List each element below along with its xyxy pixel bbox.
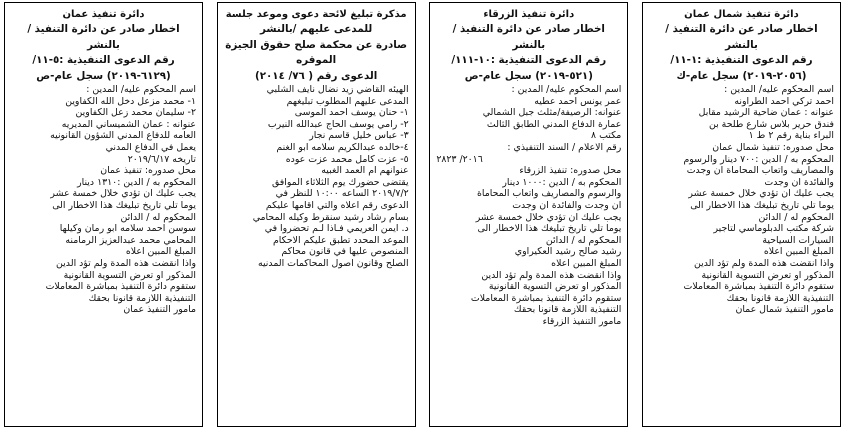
notice-line: المحكوم له / الدائن <box>758 211 834 223</box>
notice-line: يجب عليك ان تؤدي خلال خمسة عشر <box>475 211 622 223</box>
notice-line: الموعد المحدد تطبق عليكم الاحكام <box>272 234 409 246</box>
notice-zarqa <box>429 2 628 427</box>
notice-case-number: رقم الدعوى التنفيذية :٥-١١/ <box>32 54 175 66</box>
notice-line: السيارات السياحية <box>762 234 834 246</box>
notice-signature: مامور التنفيذ الزرقاء <box>542 315 622 327</box>
notice-line: ٤-خالده عبدالكريم سلامه ابو الغنم <box>276 141 409 153</box>
notice-line: اسم المحكوم عليه/ المدين : <box>724 84 834 95</box>
notice-line: المحامي محمد عبدالعزيز الرمامنه <box>65 234 196 246</box>
notice-register: (٢٠٥٦-٢٠١٩) سجل عام-ك <box>676 69 807 82</box>
notice-head: دائرة تنفيذ شمال عمان <box>684 9 799 20</box>
notice-line: واذا انقضت هذه المدة ولم تؤد الدين <box>481 269 622 281</box>
notice-signature: مامور التنفيذ عمان <box>123 304 196 316</box>
notice-head: مذكرة تبليغ لائحة دعوى وموعد جلسة <box>225 9 407 20</box>
notice-line: تاريخه ٢٠١٩/٦/١٧ <box>127 153 196 165</box>
notice-line: والفائدة ان وجدت <box>764 176 834 188</box>
notice-line: ١- حنان يوسف احمد الموسى <box>294 107 409 119</box>
notice-line: سوسن احمد سلامه ابو رمان وكيلها <box>59 223 196 235</box>
notice-line: عمارة الدفاع المدني الطابق الثالث <box>486 118 622 130</box>
notice-line: المدعى عليهم المطلوب تبليغهم <box>286 95 409 107</box>
notice-line: ١- محمد مزعل دخل الله الكفاوين <box>65 95 196 107</box>
notice-line: بسام رشاد رشيد سنقرط وكيله المحامي <box>252 211 409 223</box>
notice-line: المبلغ المبين اعلاه <box>551 257 622 269</box>
notice-register: (٦١٢٩-٢٠١٩) سجل عام-ص <box>36 69 171 82</box>
notice-line: عنوانهم ام العمد الغبيه <box>321 165 409 177</box>
notice-line: فندق حرير بلاس شارع طلحة بن <box>708 118 834 130</box>
notice-line: رشيد صالح رشيد العكيراوي <box>514 246 622 258</box>
notice-line: ٥- عزت كامل محمد عزت عوده <box>285 153 409 165</box>
notice-line: المذكور او تعرض التسوية القانونية <box>488 281 622 293</box>
notice-line: يقتضى حضورك يوم الثلاثاء الموافق <box>271 176 409 188</box>
notice-line: المحكوم له / الدائن <box>120 211 196 223</box>
notice-line: محل صدوره: تنفيذ الزرقاء <box>519 165 622 177</box>
notice-line: ستقوم دائرة التنفيذ بمباشرة المعاملات <box>45 281 196 293</box>
notice-line: الدعوى رقم اعلاه والتي اقامها عليكم <box>265 199 409 211</box>
notice-line: المبلغ المبين اعلاه <box>763 246 834 258</box>
notice-line: المذكور او تعرض التسوية القانونية <box>63 269 196 281</box>
notice-line: عمر يونس احمد عطيه <box>534 95 622 107</box>
notice-line: عنوانه : عمان الشميساني المديريه <box>61 118 196 130</box>
notice-line: مكتب ٨ <box>591 130 622 142</box>
notice-line: محل صدوره: تنفيذ شمال عمان <box>712 141 834 153</box>
notice-line: واذا انقضت هذه المدة ولم تؤد الدين <box>694 257 834 269</box>
notice-line: والرسوم والمصاريف واتعاب المحاماة <box>476 188 622 200</box>
notice-line: عنوانه: الرصيفة/مثلث جبل الشمالي <box>482 107 622 119</box>
notice-case-number: الدعوى رقم ( ٧٦/ ٢٠١٤) <box>255 69 378 82</box>
notice-register: (٥٢١-٢٠١٩) سجل عام-ص <box>464 69 593 82</box>
notice-amman <box>4 2 203 427</box>
notice-line: ٢- سليمان محمد زعل الكفاوين <box>75 107 196 119</box>
notice-line: يوما تلي تاريخ تبليغك هذا الاخطار الى <box>690 199 834 211</box>
notice-line: يوما تلي تاريخ تبليغك هذا الاخطار الى <box>477 223 622 235</box>
notice-line: المبلغ المبين اعلاه <box>125 246 196 258</box>
notice-line: احمد تركي احمد الطراونه <box>734 95 834 107</box>
notice-signature: مامور التنفيذ شمال عمان <box>735 304 834 316</box>
notice-title-line: اخطار صادر عن دائرة التنفيذ / بالنشر <box>27 23 180 51</box>
notice-line: التنفيذية اللازمة قانونا بحقك <box>513 304 622 316</box>
notice-line: المحكوم به / الدين :٧٠٠ دينار والرسوم <box>683 153 834 165</box>
notice-line: ٢٠١٦/ ٢٨٢٣ <box>436 153 483 165</box>
notice-title-line: اخطار صادر عن دائرة التنفيذ / بالنشر <box>665 23 818 51</box>
notice-line: ٢- رامي يوسف الحاج عبدالله النيرب <box>267 118 409 130</box>
notice-line: الهيئه القاضي زيد نضال نايف الشلبي <box>266 84 409 95</box>
notice-line: ٣- عباس خليل قاسم نجار <box>309 130 409 142</box>
notice-line: يوما تلي تاريخ تبليغك هذا الاخطار الى <box>52 199 196 211</box>
notice-line: المنصوص عليها في قانون محاكم <box>281 246 409 258</box>
notice-line: واذا انقضت هذه المدة ولم تؤد الدين <box>56 257 196 269</box>
notice-line: محل صدوره: تنفيذ عمان <box>100 165 196 177</box>
notice-line: التنفيذية اللازمة قانونا بحقك <box>726 292 834 304</box>
notice-line: الصلح وقانون اصول المحاكمات المدنيه <box>257 257 409 269</box>
notice-line: شركة مكتب الدبلوماسي لتاجير <box>713 223 834 235</box>
notice-court: صادرة عن محكمة صلح حقوق الجيزة الموقره <box>225 38 408 66</box>
notice-title-line: اخطار صادر عن دائرة التنفيذ / بالنشر <box>452 23 605 51</box>
notice-north-amman <box>642 2 841 427</box>
notice-head: دائرة تنفيذ عمان <box>62 9 145 20</box>
notice-title-line: للمدعى عليهم /بالنشر <box>260 23 373 35</box>
notice-giza-summons <box>217 2 416 427</box>
notice-line: رقم الاعلام / السند التنفيذي : <box>507 141 622 153</box>
notice-line: يجب عليك ان تؤدي خلال خمسة عشر <box>50 188 196 200</box>
notice-line: المحكوم له / الدائن <box>545 234 622 246</box>
notice-line: د. ايمن العريمي فـاذا لـم تحضروا في <box>264 223 409 235</box>
notice-line: والمصاريف واتعاب المحاماة ان وجدت <box>686 165 834 177</box>
notice-line: المحكوم به / الدين :١٠٠٠ دينار <box>502 176 622 188</box>
notice-line: المذكور او تعرض التسوية القانونية <box>701 269 834 281</box>
notice-line: المحكوم به / الدين :١٣١٠ دينار <box>77 176 196 188</box>
notice-line: يجب عليك ان تؤدي خلال خمسة عشر <box>688 188 834 200</box>
notice-line: ستقوم دائرة التنفيذ بمباشرة المعاملات <box>470 292 622 304</box>
notice-line: البراء بناية رقم ٢ ط ١ <box>748 130 834 142</box>
notice-case-number: رقم الدعوى التنفيذية :١-١١/ <box>670 54 813 66</box>
notice-line: اسم المحكوم عليه/ المدين : <box>511 84 622 95</box>
notice-line: ستقوم دائرة التنفيذ بمباشرة المعاملات <box>683 281 834 293</box>
notice-head: دائرة تنفيذ الزرقاء <box>483 9 575 20</box>
notice-line: العامه للدفاع المدني الشؤون القانونيه <box>50 130 196 142</box>
notice-line: عنوانه : عمان ضاحية الرشيد مقابل <box>698 107 834 119</box>
notice-case-number: رقم الدعوى التنفيذية :١٠-١١١/ <box>451 54 607 66</box>
notice-line: اسم المحكوم عليه/ المدين : <box>86 84 196 95</box>
notice-line: ان وجدت والفائدة ان وجدت <box>512 199 622 211</box>
notice-line: ٢٠١٩/٧/٢ الساعه ١٠:٠٠ للنظر في <box>275 188 409 200</box>
notice-line: يعمل في الدفاع المدني <box>105 141 196 153</box>
notice-line: التنفيذية اللازمة قانونا بحقك <box>88 292 196 304</box>
